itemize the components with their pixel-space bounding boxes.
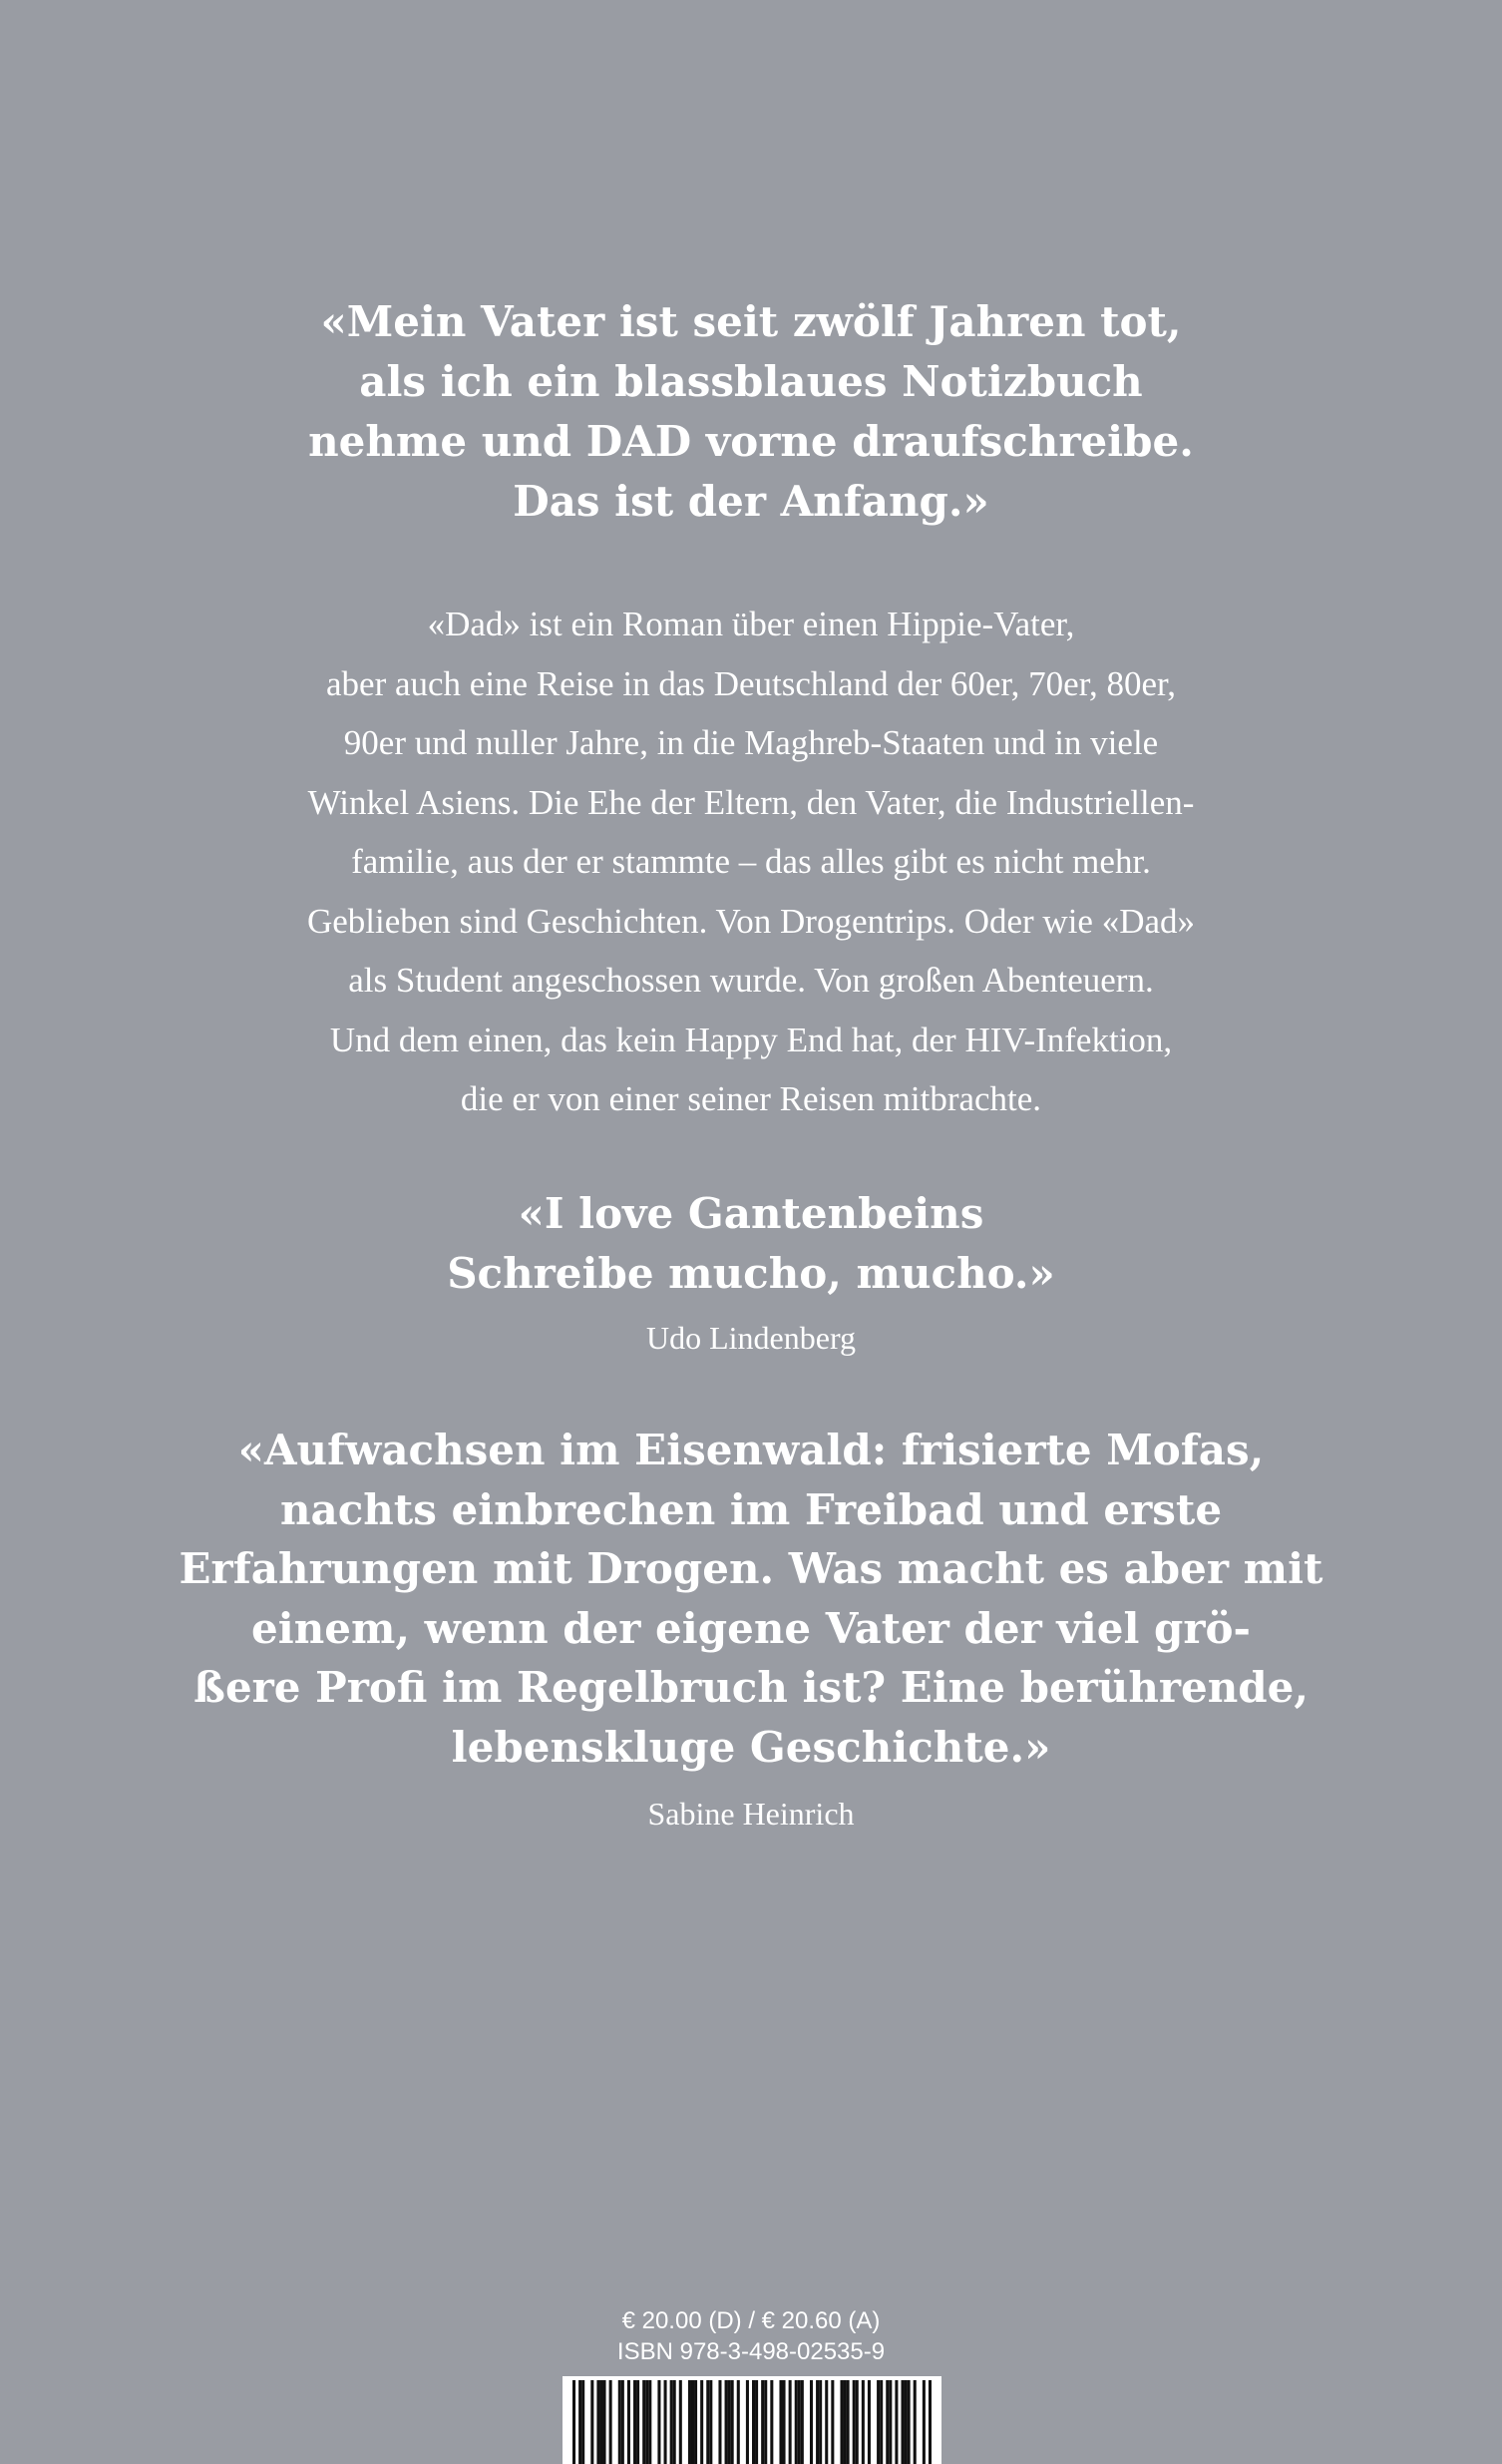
description-line: familie, aus der er stammte – das alles gibt es nicht mehr.: [351, 842, 1151, 881]
barcode-bar: [905, 2380, 908, 2464]
barcode-bar: [599, 2380, 602, 2464]
blurb-line: «Aufwachsen im Eisenwald: frisierte Mofas,: [237, 1426, 1265, 1474]
barcode-bar: [889, 2380, 892, 2464]
blurb-heinrich: [0, 1421, 1502, 1777]
barcode-bar: [868, 2380, 871, 2464]
blurb-line: nachts einbrechen im Freibad und erste: [279, 1484, 1223, 1534]
barcode-bar: [929, 2380, 932, 2464]
barcode-bar: [688, 2380, 691, 2464]
blurb-line: «I love Gantenbeins: [518, 1189, 984, 1238]
barcode-bar: [590, 2380, 593, 2464]
barcode-bar: [645, 2380, 648, 2464]
barcode-bar: [923, 2380, 926, 2464]
barcode-bar: [810, 2380, 813, 2464]
barcode-bar: [819, 2380, 822, 2464]
description-line: Und dem einen, das kein Happy End hat, der HIV-Infektion,: [329, 1020, 1173, 1059]
barcode-bar: [798, 2380, 801, 2464]
barcode-icon: [563, 2376, 941, 2464]
barcode-bar: [706, 2380, 709, 2464]
blurb-line: lebenskluge Geschichte.»: [451, 1722, 1051, 1772]
barcode-bar: [581, 2380, 584, 2464]
barcode-bar: [880, 2380, 883, 2464]
barcode-bar: [831, 2380, 834, 2464]
barcode-bar: [779, 2380, 782, 2464]
barcode-bar: [895, 2380, 898, 2464]
barcode-bar: [728, 2380, 731, 2464]
barcode-bar: [770, 2380, 773, 2464]
barcode-bar: [618, 2380, 621, 2464]
barcode-bar: [789, 2380, 792, 2464]
blurb-line: Schreibe mucho, mucho.»: [447, 1249, 1055, 1298]
barcode-bar: [886, 2380, 889, 2464]
opening-quote-line: nehme und DAD vorne draufschreibe.: [308, 417, 1194, 466]
barcode-bar: [648, 2380, 651, 2464]
opening-quote-line: «Mein Vater ist seit zwölf Jahren tot,: [320, 297, 1182, 346]
barcode-bar: [664, 2380, 667, 2464]
barcode-bar: [621, 2380, 624, 2464]
barcode-bar: [725, 2380, 728, 2464]
barcode-bar: [691, 2380, 694, 2464]
barcode-bar: [642, 2380, 645, 2464]
barcode-bar: [825, 2380, 828, 2464]
barcode-bar: [636, 2380, 639, 2464]
description-line: Geblieben sind Geschichten. Von Drogentrips. Oder wie «Dad»: [306, 901, 1196, 941]
barcode-bar: [795, 2380, 798, 2464]
opening-quote-line: Das ist der Anfang.»: [513, 477, 989, 526]
barcode-bar: [783, 2380, 786, 2464]
barcode-bar: [670, 2380, 673, 2464]
barcode-bar: [633, 2380, 636, 2464]
barcode-bar: [877, 2380, 880, 2464]
price-label: € 20.00 (D) / € 20.60 (A): [621, 2307, 881, 2334]
opening-quote-line: als ich ein blassblaues Notizbuch: [359, 357, 1143, 406]
barcode-graphic: [563, 2376, 941, 2464]
barcode-bar: [901, 2380, 904, 2464]
barcode-bar: [673, 2380, 676, 2464]
barcode-bar: [847, 2380, 850, 2464]
barcode-bar: [840, 2380, 843, 2464]
blurb-lindenberg: [0, 1184, 1502, 1304]
barcode-bar: [679, 2380, 682, 2464]
barcode-bar: [718, 2380, 721, 2464]
barcode-bar: [752, 2380, 755, 2464]
barcode-bar: [853, 2380, 856, 2464]
barcode-bar: [700, 2380, 703, 2464]
opening-quote: [0, 292, 1502, 532]
barcode-bar: [856, 2380, 859, 2464]
barcode-bar: [816, 2380, 819, 2464]
barcode-bar: [746, 2380, 749, 2464]
blurb-author: Sabine Heinrich: [647, 1796, 855, 1832]
description-line: die er von einer seiner Reisen mitbrachte.: [460, 1079, 1042, 1118]
barcode-bar: [731, 2380, 734, 2464]
blurb-line: ßere Profi im Regelbruch ist? Eine berührende,: [193, 1663, 1309, 1712]
description-line: 90er und nuller Jahre, in die Maghreb-Staaten und in viele: [343, 723, 1159, 762]
description-line: Winkel Asiens. Die Ehe der Eltern, den Vater, die Industriellen-: [307, 782, 1195, 822]
barcode-bar: [572, 2380, 575, 2464]
description-line: «Dad» ist ein Roman über einen Hippie-Vater,: [427, 605, 1075, 643]
barcode-bar: [737, 2380, 740, 2464]
barcode-bar: [755, 2380, 758, 2464]
barcode-bar: [914, 2380, 917, 2464]
barcode-bar: [609, 2380, 612, 2464]
barcode-bar: [801, 2380, 804, 2464]
barcode-bar: [694, 2380, 697, 2464]
barcode-bar: [657, 2380, 660, 2464]
barcode-bar: [844, 2380, 847, 2464]
barcode-bar: [862, 2380, 865, 2464]
blurb-author: Udo Lindenberg: [645, 1320, 857, 1356]
book-description: [0, 595, 1502, 1129]
barcode-bar: [764, 2380, 767, 2464]
barcode-bar: [578, 2380, 581, 2464]
blurb-line: einem, wenn der eigene Vater der viel grö-: [251, 1603, 1251, 1653]
isbn-label: ISBN 978-3-498-02535-9: [616, 2338, 886, 2365]
barcode-bar: [596, 2380, 599, 2464]
description-line: als Student angeschossen wurde. Von großen Abenteuern.: [348, 961, 1154, 1000]
blurb-line: Erfahrungen mit Drogen. Was macht es aber mit: [179, 1544, 1323, 1593]
barcode-bar: [603, 2380, 606, 2464]
barcode-bar: [761, 2380, 764, 2464]
description-line: aber auch eine Reise in das Deutschland der 60er, 70er, 80er,: [326, 663, 1176, 703]
barcode-bar: [709, 2380, 712, 2464]
barcode-bar: [627, 2380, 630, 2464]
barcode-bar: [908, 2380, 911, 2464]
